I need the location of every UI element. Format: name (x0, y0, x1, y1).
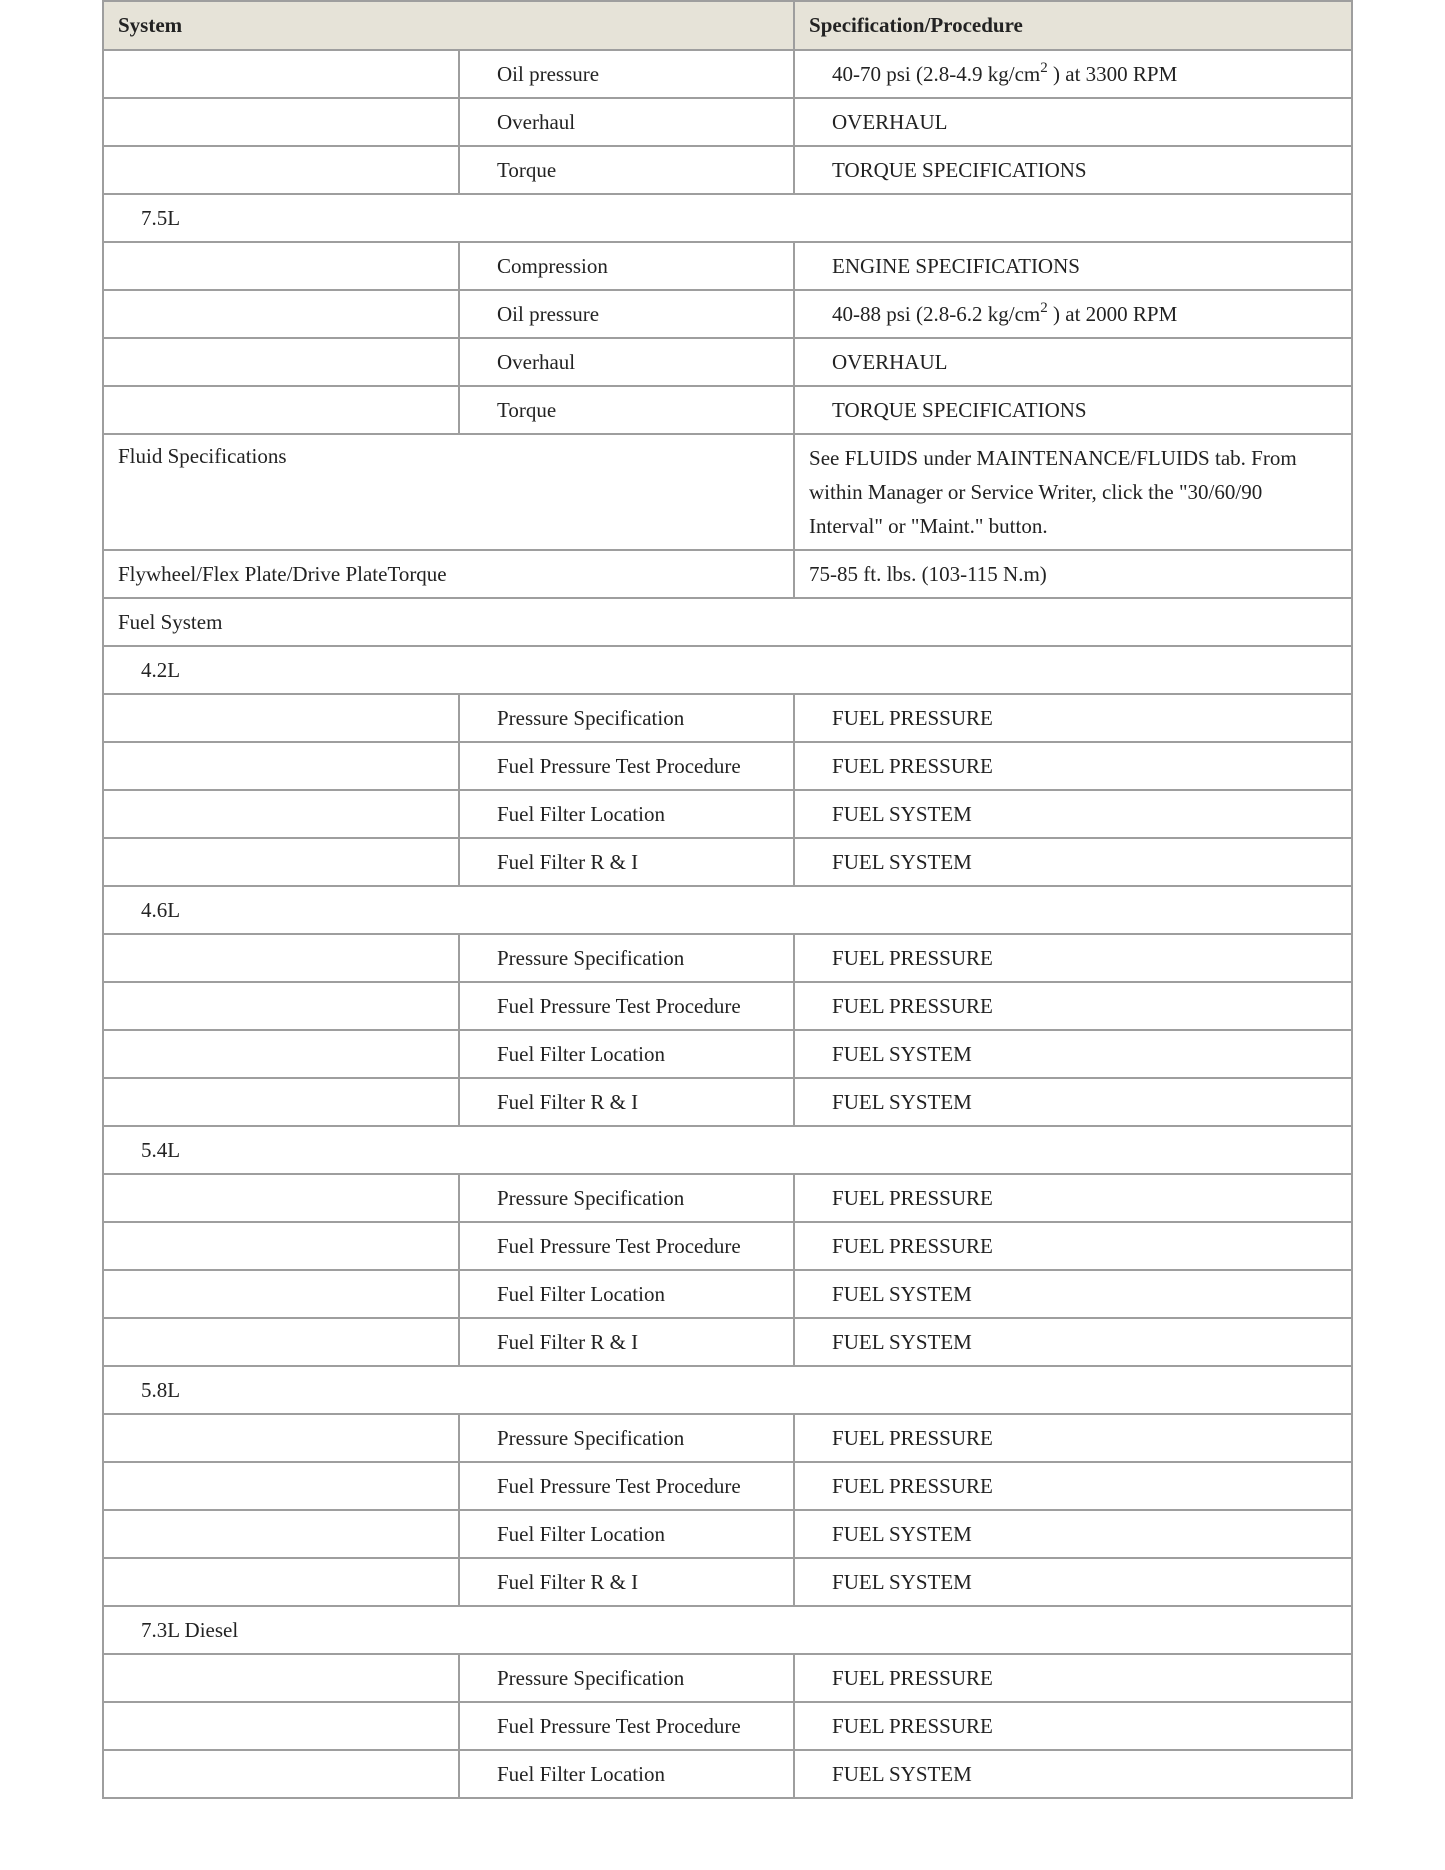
empty-cell (103, 1078, 459, 1126)
table-row (103, 1750, 1352, 1798)
value-cell: FUEL SYSTEM (794, 1750, 1352, 1798)
value-text: 40-70 psi (2.8-4.9 kg/cm (832, 61, 1041, 86)
table-row (103, 1606, 1352, 1654)
system-value: See FLUIDS under MAINTENANCE/FLUIDS tab. From within Manager or Service Writer, click the "30/60/90 Interval" or "Maint." button. (794, 434, 1352, 550)
parameter-cell: Fuel Filter R & I (459, 1558, 794, 1606)
empty-cell (103, 1750, 459, 1798)
parameter-cell: Fuel Pressure Test Procedure (459, 1702, 794, 1750)
table-row (103, 242, 1352, 290)
value-cell: TORQUE SPECIFICATIONS (794, 146, 1352, 194)
value-cell: ENGINE SPECIFICATIONS (794, 242, 1352, 290)
table-row (103, 550, 1352, 598)
empty-cell (103, 1222, 459, 1270)
empty-cell (103, 790, 459, 838)
table-row (103, 598, 1352, 646)
empty-cell (103, 694, 459, 742)
table-row (103, 1318, 1352, 1366)
empty-cell (103, 1270, 459, 1318)
superscript: 2 (1040, 299, 1048, 316)
parameter-cell: Fuel Pressure Test Procedure (459, 1222, 794, 1270)
value-cell: FUEL PRESSURE (794, 1462, 1352, 1510)
table-row (103, 646, 1352, 694)
parameter-cell: Pressure Specification (459, 1174, 794, 1222)
subsection-label: 5.4L (103, 1126, 1352, 1174)
parameter-cell: Compression (459, 242, 794, 290)
value-cell: OVERHAUL (794, 338, 1352, 386)
subsection-label: 5.8L (103, 1366, 1352, 1414)
value-cell: FUEL SYSTEM (794, 1558, 1352, 1606)
parameter-cell: Oil pressure (459, 290, 794, 338)
table-body (103, 50, 1352, 1798)
parameter-cell: Fuel Filter R & I (459, 838, 794, 886)
value-cell: TORQUE SPECIFICATIONS (794, 386, 1352, 434)
table-row (103, 434, 1352, 550)
value-cell: FUEL SYSTEM (794, 838, 1352, 886)
spec-column-header: Specification/Procedure (794, 1, 1352, 50)
table-row (103, 1174, 1352, 1222)
empty-cell (103, 1414, 459, 1462)
parameter-cell: Fuel Pressure Test Procedure (459, 1462, 794, 1510)
table-row (103, 194, 1352, 242)
parameter-cell: Fuel Filter Location (459, 1030, 794, 1078)
table-row (103, 146, 1352, 194)
empty-cell (103, 1030, 459, 1078)
empty-cell (103, 50, 459, 98)
parameter-cell: Pressure Specification (459, 1414, 794, 1462)
table-row (103, 1654, 1352, 1702)
value-cell: FUEL SYSTEM (794, 790, 1352, 838)
table-row (103, 1270, 1352, 1318)
parameter-cell: Pressure Specification (459, 1654, 794, 1702)
table-row (103, 386, 1352, 434)
table-row (103, 50, 1352, 98)
parameter-cell: Fuel Filter R & I (459, 1318, 794, 1366)
superscript: 2 (1040, 59, 1048, 76)
value-cell: FUEL PRESSURE (794, 1654, 1352, 1702)
table-row (103, 1510, 1352, 1558)
value-cell: FUEL PRESSURE (794, 1414, 1352, 1462)
subsection-label: 4.6L (103, 886, 1352, 934)
value-cell: FUEL PRESSURE (794, 934, 1352, 982)
table-row (103, 838, 1352, 886)
table-row (103, 1462, 1352, 1510)
empty-cell (103, 146, 459, 194)
parameter-cell: Fuel Filter Location (459, 1750, 794, 1798)
value-cell: FUEL PRESSURE (794, 742, 1352, 790)
parameter-cell: Fuel Pressure Test Procedure (459, 742, 794, 790)
empty-cell (103, 1558, 459, 1606)
value-cell: FUEL SYSTEM (794, 1030, 1352, 1078)
empty-cell (103, 242, 459, 290)
parameter-cell: Fuel Filter Location (459, 1510, 794, 1558)
empty-cell (103, 98, 459, 146)
empty-cell (103, 1702, 459, 1750)
value-cell: FUEL PRESSURE (794, 1702, 1352, 1750)
value-cell (794, 50, 1352, 98)
value-text: ) at 3300 RPM (1047, 61, 1178, 86)
empty-cell (103, 982, 459, 1030)
value-cell (794, 290, 1352, 338)
table-row (103, 1222, 1352, 1270)
value-cell: OVERHAUL (794, 98, 1352, 146)
subsection-label: 7.5L (103, 194, 1352, 242)
parameter-cell: Fuel Filter R & I (459, 1078, 794, 1126)
table-row (103, 934, 1352, 982)
system-label: Flywheel/Flex Plate/Drive PlateTorque (103, 550, 794, 598)
value-cell: FUEL SYSTEM (794, 1078, 1352, 1126)
empty-cell (103, 934, 459, 982)
table-row (103, 1702, 1352, 1750)
value-cell: FUEL PRESSURE (794, 1174, 1352, 1222)
value-text: ) at 2000 RPM (1047, 301, 1178, 326)
empty-cell (103, 1174, 459, 1222)
table-row (103, 290, 1352, 338)
table-row (103, 338, 1352, 386)
specification-table (102, 0, 1353, 1799)
table-header-row (103, 1, 1352, 50)
table-row (103, 98, 1352, 146)
parameter-cell: Fuel Pressure Test Procedure (459, 982, 794, 1030)
system-label: Fluid Specifications (103, 434, 794, 550)
parameter-cell: Pressure Specification (459, 934, 794, 982)
parameter-cell: Oil pressure (459, 50, 794, 98)
table-row (103, 790, 1352, 838)
value-cell: FUEL PRESSURE (794, 982, 1352, 1030)
value-cell: FUEL PRESSURE (794, 694, 1352, 742)
table-row (103, 1126, 1352, 1174)
subsection-label: 7.3L Diesel (103, 1606, 1352, 1654)
value-cell: FUEL SYSTEM (794, 1270, 1352, 1318)
empty-cell (103, 338, 459, 386)
table-row (103, 1078, 1352, 1126)
table-row (103, 1366, 1352, 1414)
table-row (103, 1030, 1352, 1078)
value-text: 40-88 psi (2.8-6.2 kg/cm (832, 301, 1041, 326)
value-cell: FUEL PRESSURE (794, 1222, 1352, 1270)
subsection-label: 4.2L (103, 646, 1352, 694)
section-label: Fuel System (103, 598, 1352, 646)
empty-cell (103, 1654, 459, 1702)
table-row (103, 742, 1352, 790)
parameter-cell: Fuel Filter Location (459, 790, 794, 838)
empty-cell (103, 1510, 459, 1558)
empty-cell (103, 838, 459, 886)
system-column-header: System (103, 1, 794, 50)
table-row (103, 694, 1352, 742)
value-cell: FUEL SYSTEM (794, 1318, 1352, 1366)
system-value: 75-85 ft. lbs. (103-115 N.m) (794, 550, 1352, 598)
parameter-cell: Pressure Specification (459, 694, 794, 742)
empty-cell (103, 742, 459, 790)
empty-cell (103, 290, 459, 338)
table-row (103, 1414, 1352, 1462)
empty-cell (103, 1462, 459, 1510)
parameter-cell: Overhaul (459, 98, 794, 146)
table-row (103, 886, 1352, 934)
parameter-cell: Torque (459, 386, 794, 434)
table-row (103, 982, 1352, 1030)
table-row (103, 1558, 1352, 1606)
empty-cell (103, 1318, 459, 1366)
empty-cell (103, 386, 459, 434)
value-cell: FUEL SYSTEM (794, 1510, 1352, 1558)
parameter-cell: Overhaul (459, 338, 794, 386)
parameter-cell: Torque (459, 146, 794, 194)
parameter-cell: Fuel Filter Location (459, 1270, 794, 1318)
